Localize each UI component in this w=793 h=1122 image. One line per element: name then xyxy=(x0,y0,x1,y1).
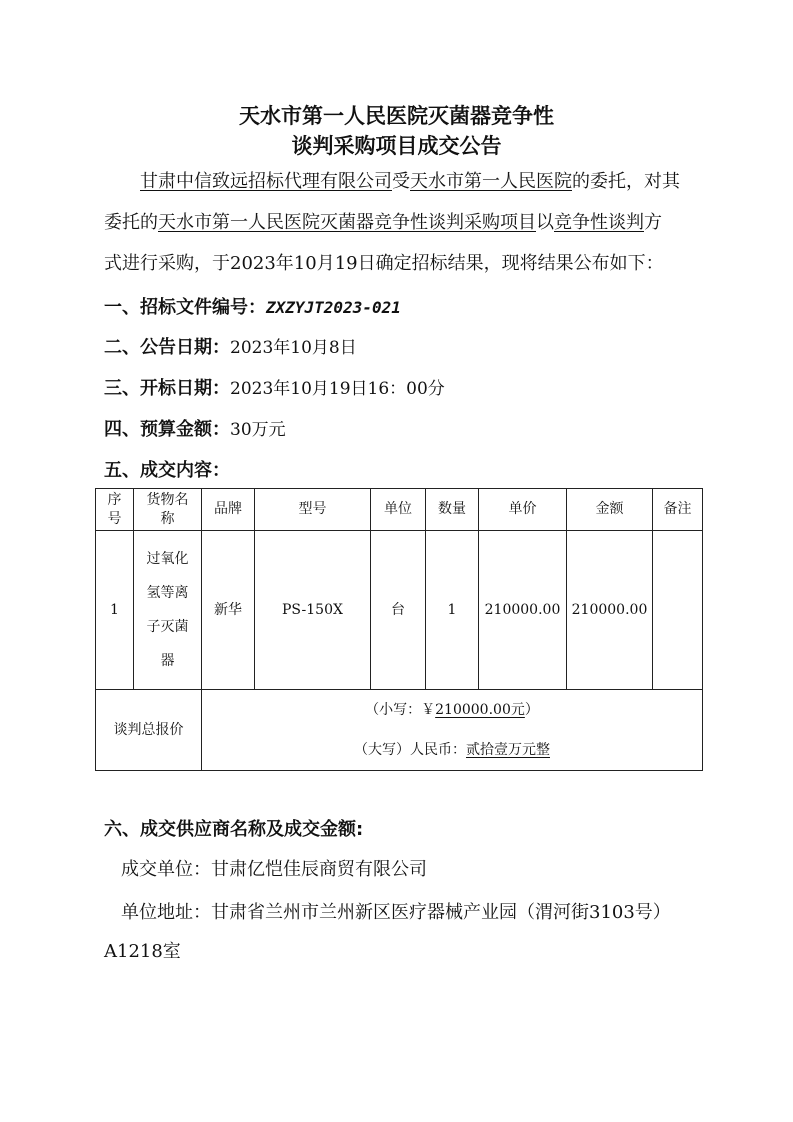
open-date-value: 2023年10月19日16：00分 xyxy=(230,379,445,399)
procurement-method: 竞争性谈判 xyxy=(554,212,644,233)
supplier-address-line2: A1218室 xyxy=(104,941,181,962)
agency-name: 甘肃中信致远招标代理有限公司 xyxy=(140,171,392,192)
header-unit-price: 单价 xyxy=(479,489,567,531)
table-header-row xyxy=(96,489,703,531)
intro-line3: 式进行采购，于2023年10月19日确定招标结果，现将结果公布如下： xyxy=(104,253,664,274)
tender-number-value: ZXZYJT2023-021 xyxy=(266,298,401,317)
section-award-content: 五、成交内容： xyxy=(104,460,230,481)
section-tender-number xyxy=(104,293,401,319)
budget-label: 四、预算金额： xyxy=(104,419,230,440)
header-brand: 品牌 xyxy=(202,489,255,531)
section-supplier: 六、成交供应商名称及成交金额: xyxy=(104,819,364,840)
project-name: 天水市第一人民医院灭菌器竞争性谈判采购项目 xyxy=(158,212,536,233)
supplier-unit-value: 甘肃亿恺佳辰商贸有限公司 xyxy=(211,859,427,880)
supplier-unit-label: 成交单位： xyxy=(121,859,211,880)
total-label: 谈判总报价 xyxy=(96,690,202,771)
cell-qty: 1 xyxy=(426,531,479,690)
client-name: 天水市第一人民医院 xyxy=(410,171,572,192)
total-values xyxy=(202,690,703,771)
announce-date-label: 二、公告日期： xyxy=(104,337,230,358)
cell-goods-name: 过氧化氢等离子灭菌器 xyxy=(134,531,202,690)
table-row xyxy=(96,531,703,690)
tender-number-label: 一、招标文件编号： xyxy=(104,297,266,318)
section-budget xyxy=(104,415,286,441)
open-date-label: 三、开标日期： xyxy=(104,378,230,399)
intro-text-2: 的委托，对其 xyxy=(572,171,680,192)
award-table xyxy=(95,488,703,771)
cell-note xyxy=(653,531,703,690)
cell-unit-price: 210000.00 xyxy=(479,531,567,690)
intro-text-4: 以 xyxy=(536,212,554,233)
cell-model: PS-150X xyxy=(255,531,371,690)
section-announce-date xyxy=(104,333,357,359)
header-unit: 单位 xyxy=(371,489,426,531)
cell-seq: 1 xyxy=(96,531,134,690)
header-goods-name: 货物名称 xyxy=(134,489,202,531)
header-model: 型号 xyxy=(255,489,371,531)
header-qty: 数量 xyxy=(426,489,479,531)
section-open-date xyxy=(104,374,445,400)
header-seq: 序号 xyxy=(96,489,134,531)
supplier-unit xyxy=(121,855,427,881)
cell-brand: 新华 xyxy=(202,531,255,690)
total-small: （小写：￥210000.00元） xyxy=(365,702,539,718)
intro-text-5: 方 xyxy=(644,212,662,233)
announce-date-value: 2023年10月8日 xyxy=(230,338,357,358)
total-big: （大写）人民币：贰拾壹万元整 xyxy=(354,742,550,758)
total-big-value: 贰拾壹万元整 xyxy=(466,742,550,758)
intro-text-3: 委托的 xyxy=(104,212,158,233)
cell-unit: 台 xyxy=(371,531,426,690)
document-title-line1: 天水市第一人民医院灭菌器竞争性 xyxy=(239,104,554,128)
intro-line1 xyxy=(140,167,680,193)
supplier-address xyxy=(121,898,671,924)
header-note: 备注 xyxy=(653,489,703,531)
total-small-value: 210000.00元 xyxy=(435,702,525,718)
supplier-address-label: 单位地址： xyxy=(121,902,211,923)
table-total-row xyxy=(96,690,703,771)
intro-text-1: 受 xyxy=(392,171,410,192)
document-title-line2: 谈判采购项目成交公告 xyxy=(291,134,502,158)
supplier-address-value: 甘肃省兰州市兰州新区医疗器械产业园（渭河街3103号） xyxy=(211,902,671,923)
intro-line2 xyxy=(104,208,662,234)
cell-amount: 210000.00 xyxy=(567,531,653,690)
header-amount: 金额 xyxy=(567,489,653,531)
budget-value: 30万元 xyxy=(230,420,286,440)
